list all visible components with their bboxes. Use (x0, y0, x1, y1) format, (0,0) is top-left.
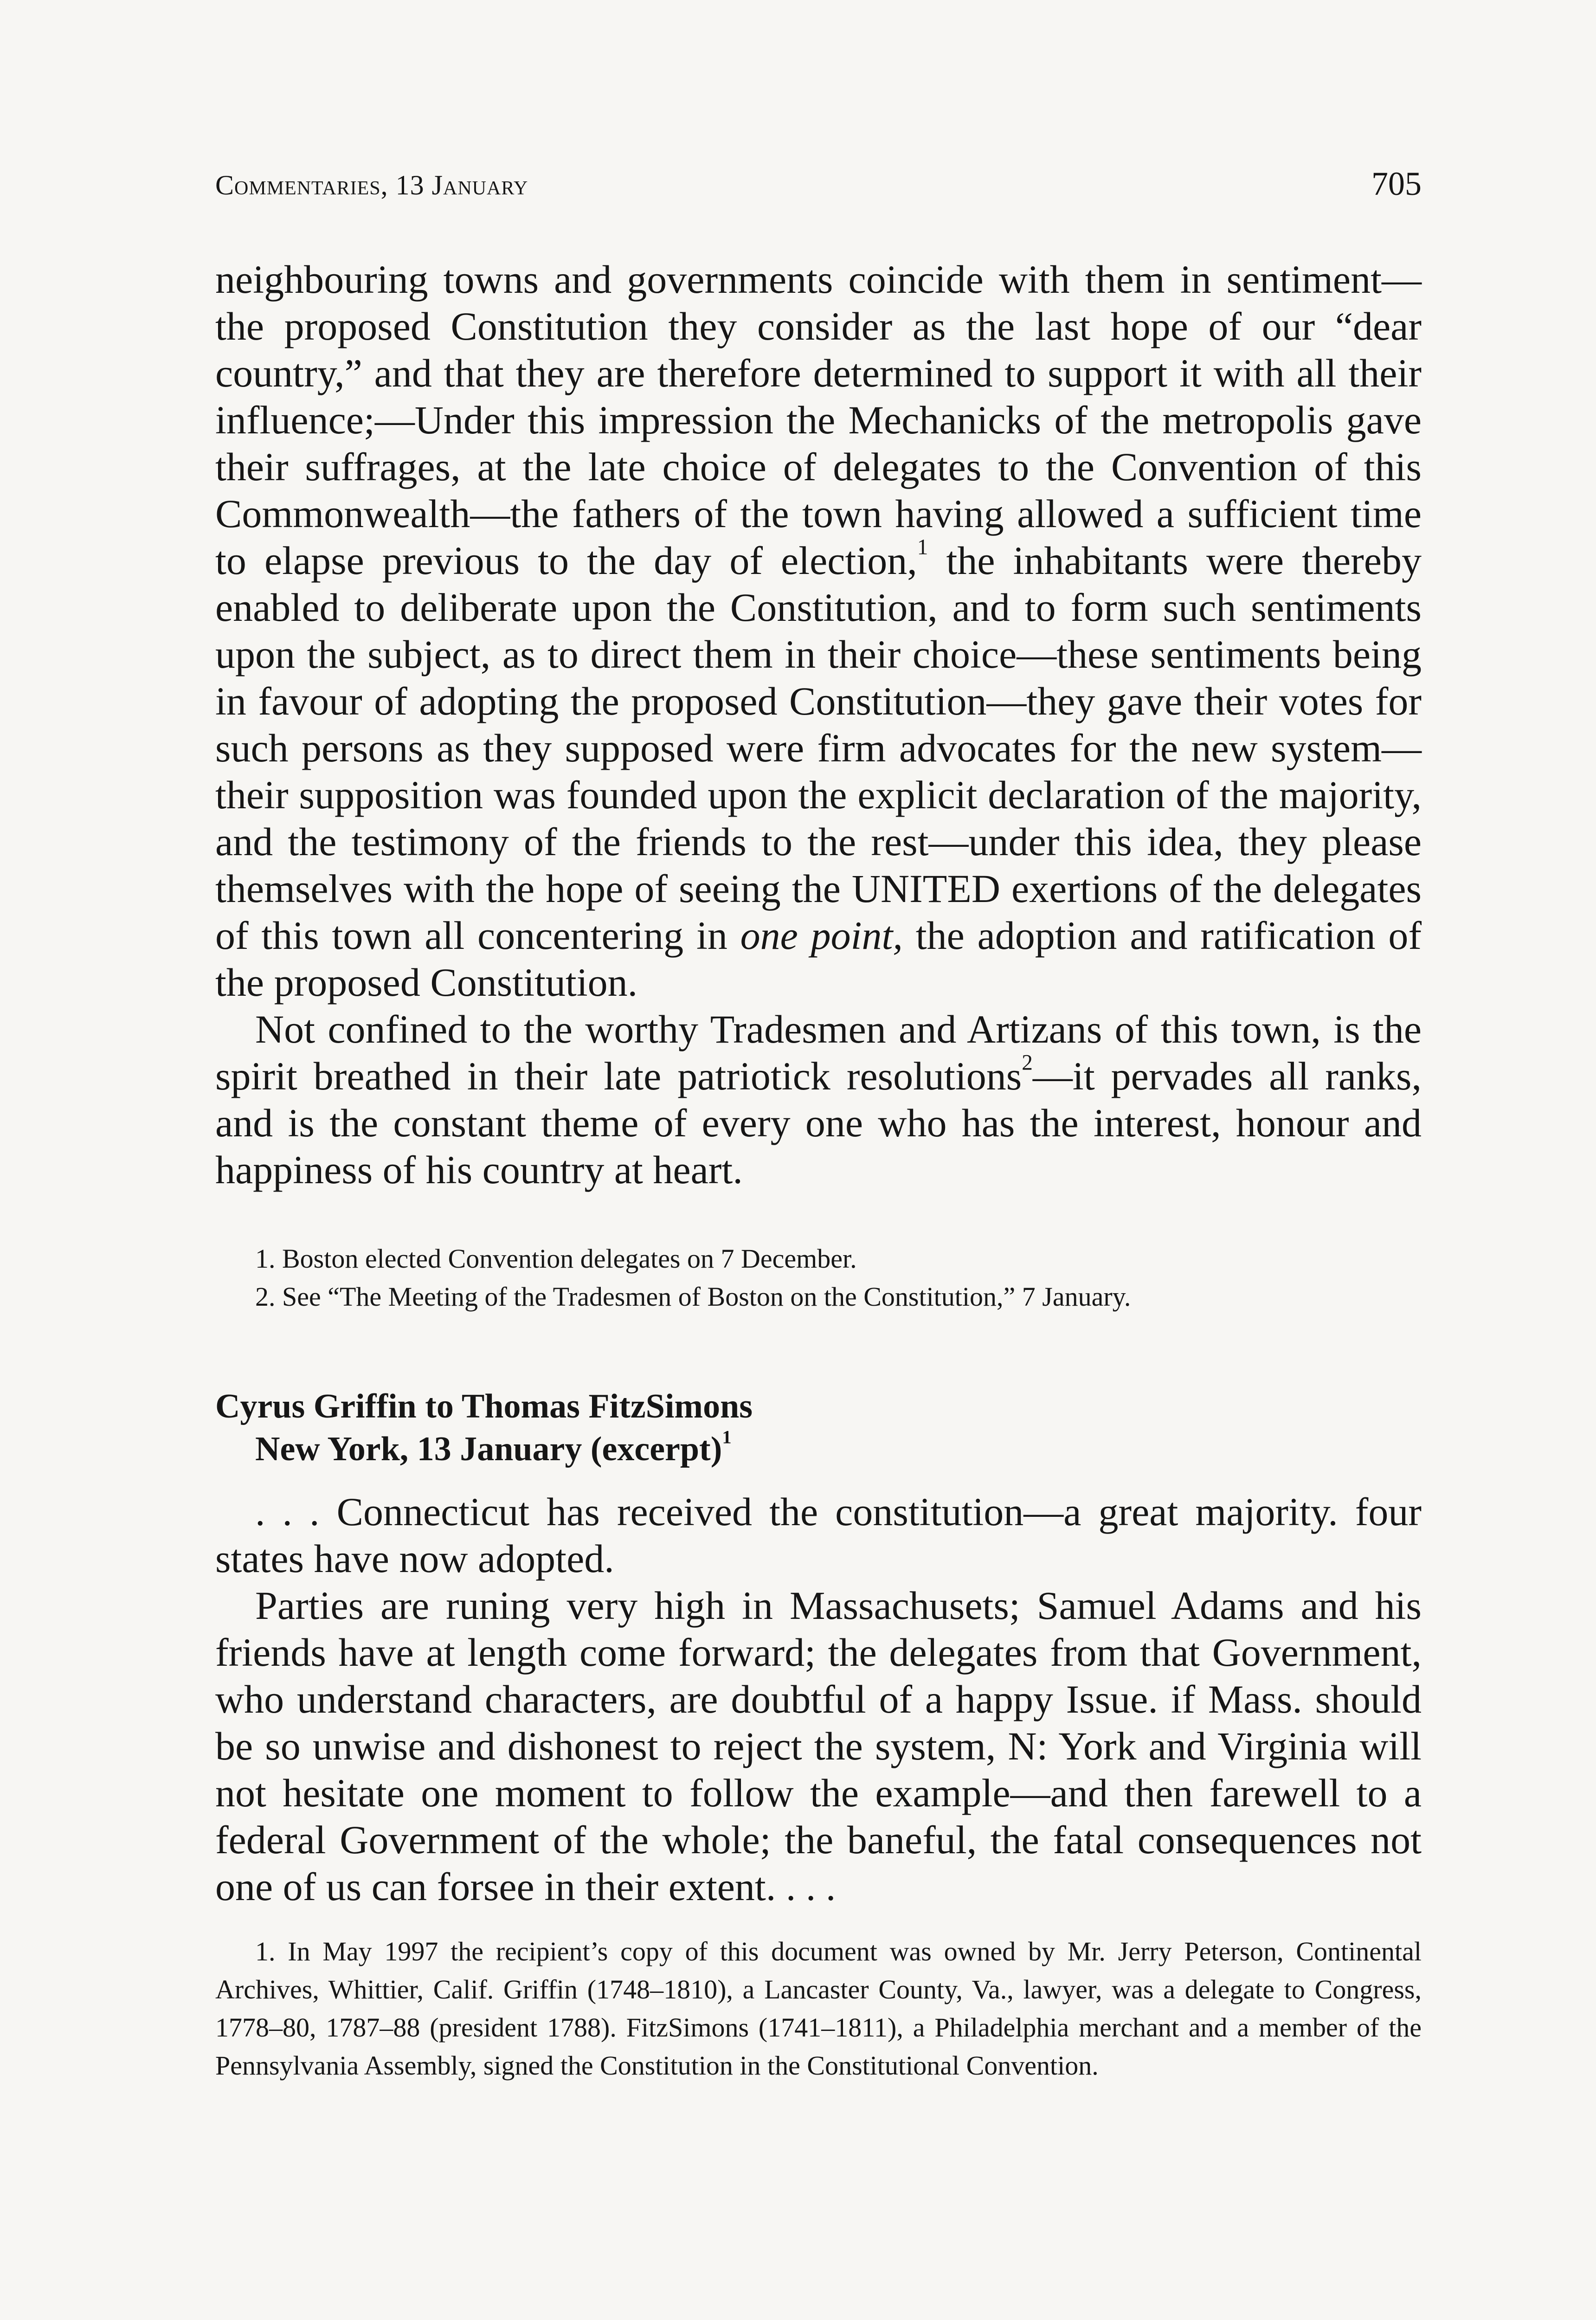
running-head-title: Commentaries, 13 January (215, 170, 528, 200)
letter-paragraph-1: . . . Connecticut has received the constitution—a great majority. four states have now adopted. (215, 1489, 1422, 1581)
commentary-paragraph-2 (215, 1006, 1422, 1193)
heading-footnote-ref: 1 (722, 1426, 732, 1448)
page-number: 705 (1371, 165, 1422, 202)
letter-footnotes (215, 1933, 1422, 2085)
letter-paragraph-2: Parties are runing very high in Massachusets; Samuel Adams and his friends have at length come forward; the delegates from that Government, who understand characters, are doubtful of a happy Issue. if Mass. should be so unwise and dishonest to reject the system, N: York and Virginia will not hesitate one moment to follow the example—and then farewell to a federal Government of the whole; the baneful, the fatal consequences not one of us can forsee in their extent. . . . (215, 1583, 1422, 1909)
footnote-2: 2. See “The Meeting of the Tradesmen of Boston on the Constitution,” 7 January. (255, 1282, 1131, 1312)
paragraph-text: neighbouring towns and governments coincide with them in sentiment—the proposed Constitution they consider as the last hope of our “dear country,” and that they are therefore determined to support it with all their influence;—Under this impression the Mechanicks of the metropolis gave their suffrages, at the late choice of delegates to the Convention of this Commonwealth—the fathers of the town having allowed a sufficient time to elapse previous to the day of election, (215, 257, 1422, 583)
italic-emphasis: one point, (740, 913, 903, 958)
footnote-1: 1. Boston elected Convention delegates on 7 December. (255, 1244, 857, 1274)
document-heading (215, 1385, 1422, 1470)
commentary-footnotes (215, 1240, 1422, 1316)
letter-footnote-1: 1. In May 1997 the recipient’s copy of this document was owned by Mr. Jerry Peterson, Continental Archives, Whittier, Calif. Griffin (1748–1810), a Lancaster County, Va., lawyer, was a delegate to Congress, 1778–80, 1787–88 (president 1788). FitzSimons (1741–1811), a Philadelphia merchant and a member of the Pennsylvania Assembly, signed the Constitution in the Constitutional Convention. (215, 1936, 1422, 2081)
heading-line-2-text: New York, 13 January (excerpt) (255, 1430, 722, 1468)
paragraph-text: Not confined to the worthy Tradesmen and Artizans of this town, is the spirit breathed in their late patriotick resolutions (215, 1007, 1422, 1098)
commentary-paragraph-1 (215, 256, 1422, 1006)
paragraph-text: —it pervades all ranks, and is the constant theme of every one who has the interest, honour and happiness of his country at heart. (215, 1054, 1422, 1192)
document-page (215, 0, 1422, 2320)
paragraph-text: the adoption and ratification of the proposed Constitution. (215, 913, 1422, 1005)
footnote-ref-1: 1 (917, 535, 928, 560)
heading-line-2 (215, 1428, 1422, 1470)
running-head (215, 165, 1422, 202)
footnote-ref-2: 2 (1022, 1050, 1033, 1075)
letter-body (215, 1489, 1422, 1910)
paragraph-text: the inhabitants were thereby enabled to deliberate upon the Constitution, and to form such sentiments upon the subject, as to direct them in their choice—these sentiments being in favour of adopting the proposed Constitution—they gave their votes for such persons as they supposed were firm advocates for the new system—their supposition was founded upon the explicit declaration of the majority, and the testimony of the friends to the rest—under this idea, they please themselves with the hope of seeing the UNITED exertions of the delegates of this town all concentering in (215, 538, 1422, 958)
commentary-body (215, 256, 1422, 1193)
heading-line-1: Cyrus Griffin to Thomas FitzSimons (215, 1387, 753, 1425)
